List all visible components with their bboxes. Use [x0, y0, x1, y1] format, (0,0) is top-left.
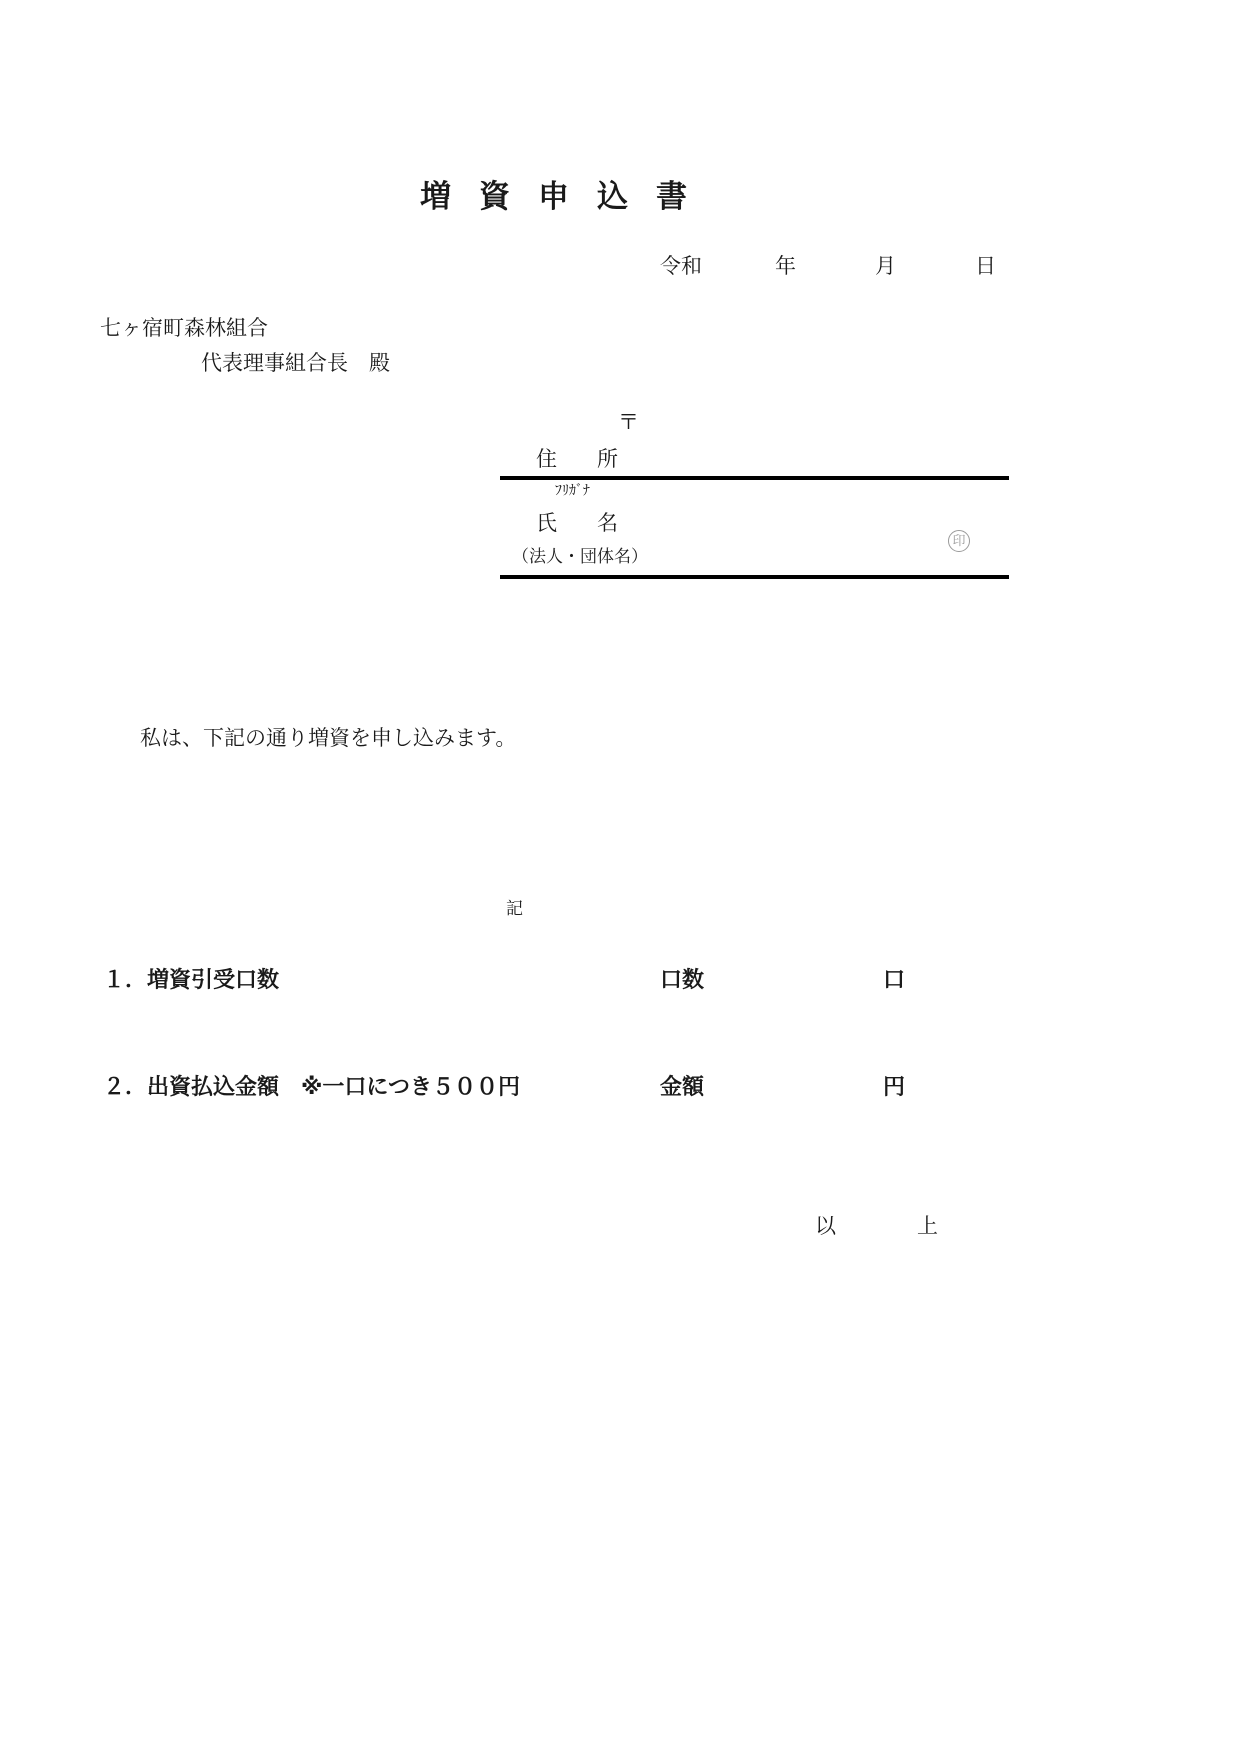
item-1-field-label: 口数: [660, 968, 705, 993]
statement-text: 私は、下記の通り増資を申し込みます。: [140, 726, 517, 750]
item-2-field-label: 金額: [660, 1075, 705, 1100]
closing-right: 上: [917, 1214, 938, 1238]
address-label-2: 所: [597, 447, 618, 471]
title-char-5: 書: [656, 179, 687, 215]
closing-left: 以: [815, 1214, 836, 1238]
address-label-1: 住: [536, 447, 557, 471]
date-year-label: 年: [775, 254, 796, 278]
title-char-1: 増: [420, 179, 451, 215]
date-month-label: 月: [875, 254, 896, 278]
title-char-3: 申: [538, 179, 569, 215]
ki-heading: 記: [506, 899, 523, 919]
item-1-label: １．増資引受口数: [103, 968, 280, 993]
name-underline: [500, 575, 1009, 579]
item-2-unit: 円: [883, 1075, 906, 1100]
address-underline: [500, 476, 1009, 480]
name-note: （法人・団体名）: [512, 547, 648, 567]
name-label-1: 氏: [536, 511, 557, 535]
item-1-unit: 口: [883, 968, 906, 993]
name-label-2: 名: [597, 511, 618, 535]
title-char-2: 資: [479, 179, 510, 215]
date-day-label: 日: [975, 254, 996, 278]
addressee-org: 七ヶ宿町森林組合: [100, 316, 268, 340]
furigana-label: ﾌﾘｶﾞﾅ: [555, 483, 590, 499]
addressee-title: 代表理事組合長 殿: [201, 351, 390, 375]
postal-mark: 〒: [618, 410, 639, 434]
title-char-4: 込: [597, 179, 628, 215]
seal-mark: 印: [948, 530, 970, 552]
item-2-label: ２．出資払込金額 ※一口につき５００円: [103, 1075, 520, 1100]
date-era: 令和: [660, 254, 702, 278]
